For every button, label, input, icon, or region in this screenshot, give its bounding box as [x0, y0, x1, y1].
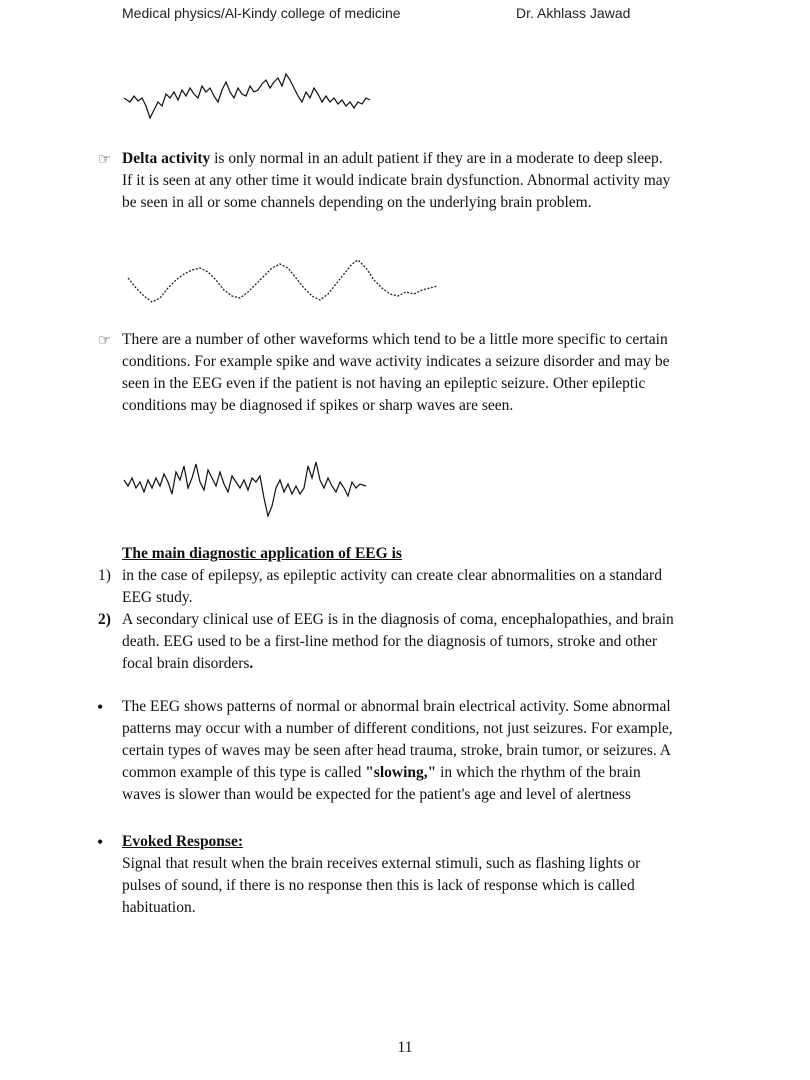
- list-number: 1): [98, 567, 111, 584]
- pointing-hand-icon: ☞: [98, 331, 112, 349]
- diagnostic-item-period: .: [249, 655, 254, 672]
- eeg-wave-figure-3: [122, 458, 368, 524]
- header-author: Dr. Akhlass Jawad: [516, 5, 631, 21]
- page-number: 11: [397, 1039, 413, 1056]
- diagnostic-item-text: A secondary clinical use of EEG is in the diagnosis of coma, encephalopathies, and brain death. EEG used to be a first-line method for the diagnosis of tumors, stroke and other focal brain disorders: [122, 611, 674, 672]
- diagnostic-heading: The main diagnostic application of EEG is: [122, 545, 402, 562]
- patterns-text-after: in which the rhythm of the brain waves is slower than would be expected for the patient's age and level of alertness: [122, 764, 641, 803]
- eeg-wave-figure-2: [126, 254, 446, 308]
- list-number: 2): [98, 611, 111, 628]
- bullet-icon: •: [97, 697, 104, 717]
- eeg-wave-figure-1: [122, 68, 374, 130]
- delta-activity-term: Delta activity: [122, 150, 211, 167]
- other-waveforms-text: There are a number of other waveforms which tend to be a little more specific to certain conditions. For example spike and wave activity indicates a seizure disorder and may be seen in the EEG even if the patient is not having an epileptic seizure. Other epileptic conditions may be diagnosed if spikes or sharp waves are seen.: [122, 331, 670, 414]
- header-course-title: Medical physics/Al-Kindy college of medicine: [122, 5, 401, 21]
- bullet-icon: •: [97, 832, 104, 852]
- evoked-response-text: Signal that result when the brain receives external stimuli, such as flashing lights or pulses of sound, if there is no response then this is lack of response which is called habituation.: [122, 855, 641, 916]
- page-header: [122, 5, 642, 23]
- delta-activity-text: is only normal in an adult patient if they are in a moderate to deep sleep. If it is seen at any other time it would indicate brain dysfunction. Abnormal activity may be seen in all or some channels depending on the underlying brain problem.: [122, 150, 671, 211]
- evoked-response-heading: Evoked Response:: [122, 833, 244, 850]
- patterns-text-before: The EEG shows patterns of normal or abnormal brain electrical activity. Some abnormal patterns may occur with a number of different conditions, not just seizures. For example, certain types of waves may be seen after head trauma, stroke, brain tumor, or seizures. A common example of this type is called: [122, 698, 673, 781]
- diagnostic-item-text: in the case of epilepsy, as epileptic activity can create clear abnormalities on a standard EEG study.: [122, 567, 662, 606]
- slowing-term: "slowing,": [365, 764, 437, 781]
- pointing-hand-icon: ☞: [98, 150, 112, 168]
